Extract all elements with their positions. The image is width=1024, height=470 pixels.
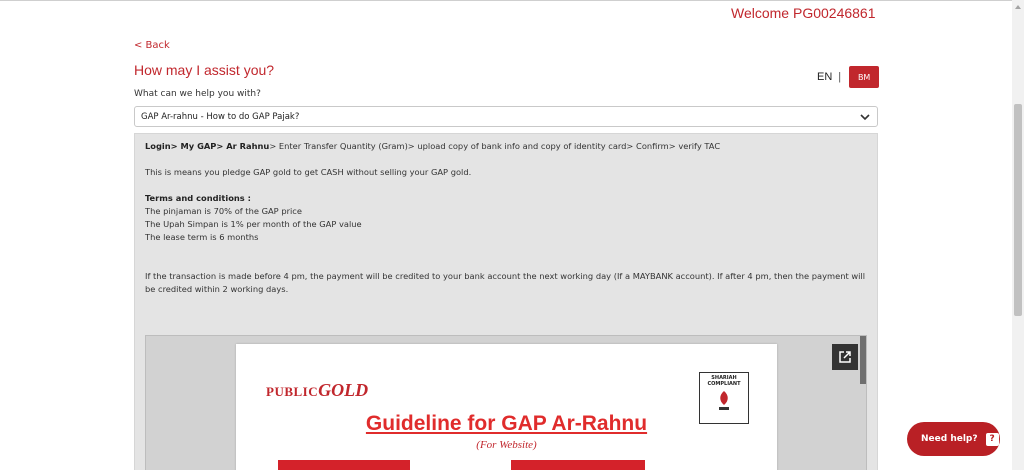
answer-text	[145, 140, 869, 296]
topic-select[interactable]	[134, 106, 878, 127]
steps-prefix: Login> My GAP> Ar Rahnu	[145, 141, 270, 151]
question-label: What can we help you with?	[134, 89, 261, 99]
public-gold-logo: PUBLICGOLD	[266, 380, 369, 400]
document-red-block	[511, 460, 645, 470]
document-title: Guideline for GAP Ar-Rahnu	[365, 412, 648, 435]
scroll-up-arrow-icon[interactable]	[1015, 5, 1021, 9]
welcome-text: Welcome PG00246861	[731, 5, 876, 21]
question-mark-icon: ?	[986, 433, 999, 446]
viewer-scrollbar[interactable]	[860, 336, 866, 384]
popout-button[interactable]	[832, 344, 858, 370]
terms-item: The Upah Simpan is 1% per month of the GAP value	[145, 219, 362, 229]
language-switcher	[817, 66, 879, 88]
terms-item: The pinjaman is 70% of the GAP price	[145, 206, 302, 216]
document-page	[236, 344, 777, 470]
external-link-icon	[838, 350, 852, 364]
answer-panel	[134, 133, 878, 470]
chevron-down-icon	[859, 111, 871, 123]
language-bm-button[interactable]: BM	[849, 66, 879, 88]
need-help-label: Need help?	[921, 434, 978, 444]
steps-line	[145, 140, 869, 153]
document-subtitle: (For Website)	[476, 439, 537, 451]
language-separator: |	[838, 71, 842, 83]
transaction-note: If the transaction is made before 4 pm, the payment will be credited to your bank account the next working day (If a MAYBANK account). If after 4 pm, then the payment will be credited within 2 working days.	[145, 271, 866, 294]
back-link[interactable]: < Back	[134, 40, 170, 51]
scrollbar-thumb[interactable]	[1014, 104, 1022, 316]
steps-rest: > Enter Transfer Quantity (Gram)> upload copy of bank info and copy of identity card> Confirm> verify TAC	[269, 141, 721, 151]
document-red-block	[278, 460, 410, 470]
top-divider	[0, 0, 1024, 1]
intro-text: This is means you pledge GAP gold to get CASH without selling your GAP gold.	[145, 167, 472, 177]
page-title: How may I assist you?	[134, 62, 275, 78]
language-en-button[interactable]: EN	[817, 71, 833, 83]
document-viewer[interactable]	[145, 335, 867, 470]
terms-heading: Terms and conditions :	[145, 193, 251, 203]
shariah-compliant-badge: SHARIAH COMPLIANT	[699, 372, 749, 424]
need-help-button[interactable]	[907, 422, 1000, 456]
page-scrollbar[interactable]	[1012, 0, 1024, 470]
terms-item: The lease term is 6 months	[145, 232, 259, 242]
topic-select-value: GAP Ar-rahnu - How to do GAP Pajak?	[141, 111, 300, 122]
shariah-emblem-icon	[713, 387, 735, 415]
